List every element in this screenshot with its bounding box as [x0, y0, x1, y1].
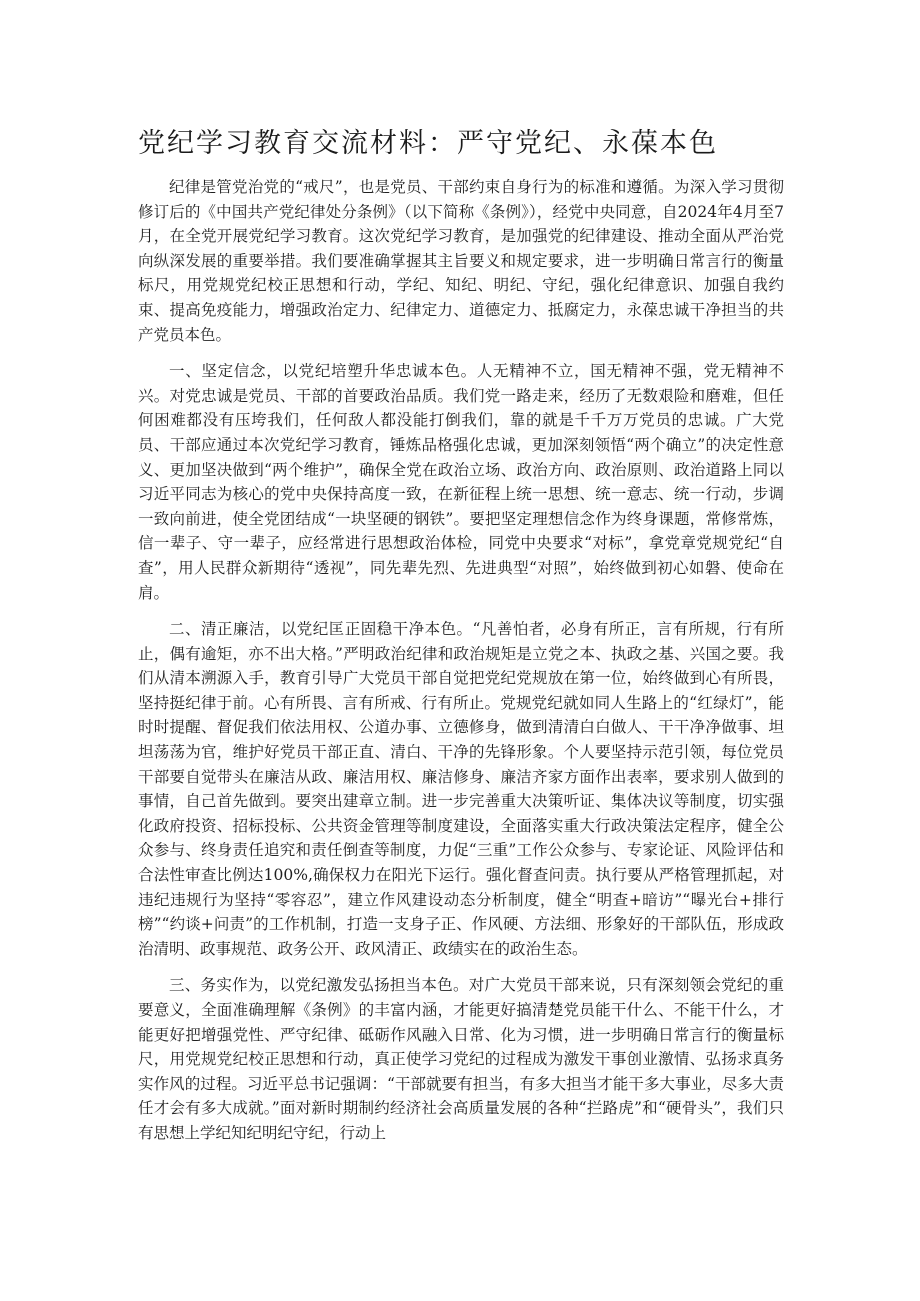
document-body	[138, 175, 784, 1158]
paragraph-intro: 纪律是管党治党的“戒尺”，也是党员、干部约束自身行为的标准和遵循。为深入学习贯彻修订后的《中国共产党纪律处分条例》（以下简称《条例》），经党中央同意，自2024年4月至7月，在全党开展党纪学习教育。这次党纪学习教育，是加强党的纪律建设、推动全面从严治党向纵深发展的重要举措。我们要准确掌握其主旨要义和规定要求，进一步明确日常言行的衡量标尺，用党规党纪校正思想和行动，学纪、知纪、明纪、守纪，强化纪律意识、加强自我约束、提高免疫能力，增强政治定力、纪律定力、道德定力、抵腐定力，永葆忠诚干净担当的共产党员本色。	[138, 178, 784, 344]
paragraph-section-3: 三、务实作为，以党纪激发弘扬担当本色。对广大党员干部来说，只有深刻领会党纪的重要意义，全面准确理解《条例》的丰富内涵，才能更好搞清楚党员能干什么、不能干什么，才能更好把增强党性、严守纪律、砥砺作风融入日常、化为习惯，进一步明确日常言行的衡量标尺，用党规党纪校正思想和行动，真正使学习党纪的过程成为激发干事创业激情、弘扬求真务实作风的过程。习近平总书记强调：“干部就要有担当，有多大担当才能干多大事业，尽多大责任才会有多大成就。”面对新时期制约经济社会高质量发展的各种“拦路虎”和“硬骨头”，我们只有思想上学纪知纪明纪守纪，行动上	[138, 976, 784, 1142]
paragraph-section-2: 二、清正廉洁，以党纪匡正固稳干净本色。“凡善怕者，必身有所正，言有所规，行有所止，偶有逾矩，亦不出大格。”严明政治纪律和政治规矩是立党之本、执政之基、兴国之要。我们从清本溯源入手，教育引导广大党员干部自觉把党纪党规放在第一位，始终做到心有所畏，坚持挺纪律于前。心有所畏、言有所戒、行有所止。党规党纪就如同人生路上的“红绿灯”，能时时提醒、督促我们依法用权、公道办事、立德修身，做到清清白白做人、干干净净做事、坦坦荡荡为官，维护好党员干部正直、清白、干净的先锋形象。个人要坚持示范引领，每位党员干部要自觉带头在廉洁从政、廉洁用权、廉洁修身、廉洁齐家方面作出表率，要求别人做到的事情，自己首先做到。要突出建章立制。进一步完善重大决策听证、集体决议等制度，切实强化政府投资、招标投标、公共资金管理等制度建设，全面落实重大行政决策法定程序，健全公众参与、终身责任追究和责任倒查等制度，力促“三重”工作公众参与、专家论证、风险评估和合法性审查比例达100%,确保权力在阳光下运行。强化督查问责。执行要从严格管理抓起，对违纪违规行为坚持“零容忍”，建立作风建设动态分析制度，健全“明查+暗访”“曝光台+排行榜”“约谈+问责”的工作机制，打造一支身子正、作风硬、方法细、形象好的干部队伍，形成政治清明、政事规范、政务公开、政风清正、政绩实在的政治生态。	[138, 620, 784, 958]
paragraph-section-1: 一、坚定信念，以党纪培塑升华忠诚本色。人无精神不立，国无精神不强，党无精神不兴。对党忠诚是党员、干部的首要政治品质。我们党一路走来，经历了无数艰险和磨难，但任何困难都没有压垮我们，任何敌人都没能打倒我们，靠的就是千千万万党员的忠诚。广大党员、干部应通过本次党纪学习教育，锤炼品格强化忠诚，更加深刻领悟“两个确立”的决定性意义、更加坚决做到“两个维护”，确保全党在政治立场、政治方向、政治原则、政治道路上同以习近平同志为核心的党中央保持高度一致，在新征程上统一思想、统一意志、统一行动，步调一致向前进，使全党团结成“一块坚硬的钢铁”。要把坚定理想信念作为终身课题，常修常炼，信一辈子、守一辈子，应经常进行思想政治体检，同党中央要求“对标”，拿党章党规党纪“自查”，用人民群众新期待“透视”，同先辈先烈、先进典型“对照”，始终做到初心如磐、使命在肩。	[138, 362, 784, 602]
document-title: 党纪学习教育交流材料：严守党纪、永葆本色	[138, 128, 718, 159]
